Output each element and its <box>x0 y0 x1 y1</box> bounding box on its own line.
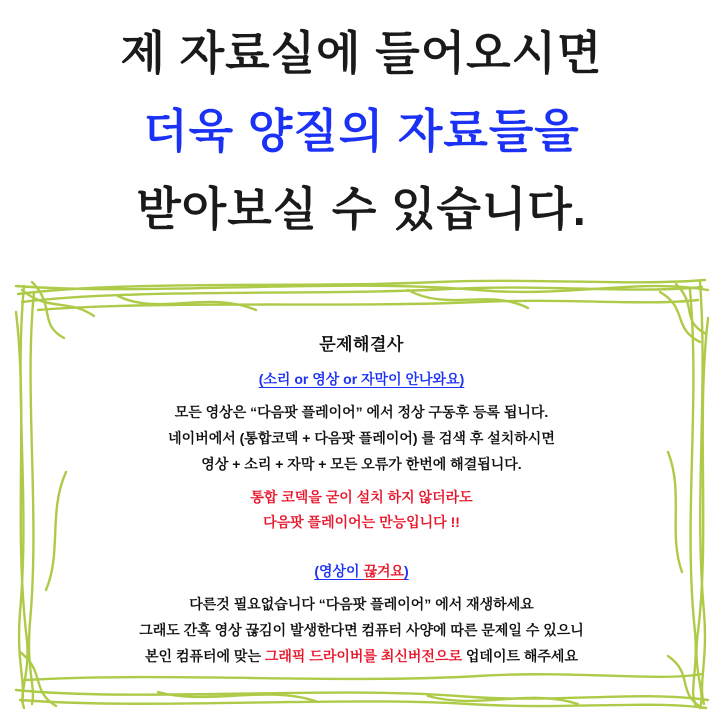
section2-line-1: 다른것 필요없습니다 “다음팟 플레이어” 에서 재생하세요 <box>189 596 534 612</box>
section2-heading-suffix: ) <box>404 563 409 579</box>
section1-red-line-1: 통합 코덱을 굳이 설치 하지 않더라도 <box>250 489 473 505</box>
headline-block <box>0 14 723 248</box>
section1-line-1: 모든 영상은 “다음팟 플레이어” 에서 정상 구동후 등록 됩니다. <box>174 404 549 420</box>
section1-line-3: 영상 + 소리 + 자막 + 모든 오류가 한번에 해결됩니다. <box>201 456 522 472</box>
section-gap <box>40 535 683 557</box>
section2-last-line-part3: 업데이트 해주세요 <box>462 648 578 664</box>
section2-last-line-highlight: 그래픽 드라이버를 최신버전으로 <box>264 648 462 664</box>
headline-line-2: 더욱 양질의 자료들을 <box>143 105 580 157</box>
section1-heading: (소리 or 영상 or 자막이 안나와요) <box>258 371 465 387</box>
section2-heading-highlight: 끊겨요 <box>363 563 405 579</box>
section2-last-line-part1: 본인 컴퓨터에 맞는 <box>145 648 265 664</box>
headline-line-1: 제 자료실에 들어오시면 <box>120 27 603 79</box>
section2-last-line <box>40 643 683 669</box>
section2-line-2: 그래도 간혹 영상 끊김이 발생한다면 컴퓨터 사양에 따른 문제일 수 있으니 <box>139 622 584 638</box>
note-content <box>40 330 683 669</box>
section1-red-line-2: 다음팟 플레이어는 만능입니다 !! <box>263 514 460 530</box>
section1-line-2: 네이버에서 (통합코덱 + 다음팟 플레이어) 를 검색 후 설치하시면 <box>168 430 555 446</box>
headline-line-3: 받아보실 수 있습니다. <box>136 183 587 235</box>
section2-heading <box>40 561 683 581</box>
note-title: 문제해결사 <box>319 335 404 354</box>
section2-heading-prefix: (영상이 <box>314 563 364 579</box>
